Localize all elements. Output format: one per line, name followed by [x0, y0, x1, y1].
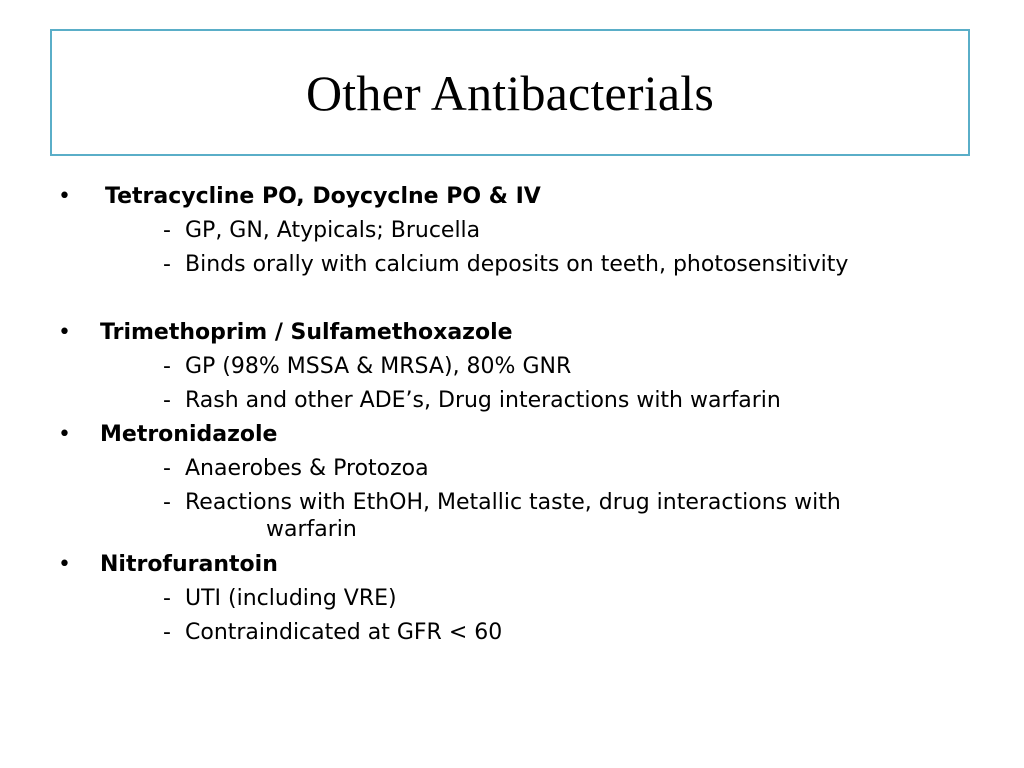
dash-icon: - — [163, 620, 171, 645]
sub-item-text: UTI (including VRE) — [185, 586, 397, 611]
dash-icon: - — [163, 354, 171, 379]
dash-icon: - — [163, 252, 171, 277]
sub-item-text: GP (98% MSSA & MRSA), 80% GNR — [185, 354, 572, 379]
sub-item — [163, 252, 848, 278]
dash-icon: - — [163, 490, 171, 515]
section-heading-tmp-smx: Trimethoprim / Sulfamethoxazole — [100, 320, 513, 345]
bullet-icon: • — [58, 422, 71, 447]
dash-icon: - — [163, 388, 171, 413]
sub-item-text: Reactions with EthOH, Metallic taste, drug interactions with — [185, 490, 841, 515]
dash-icon: - — [163, 218, 171, 243]
dash-icon: - — [163, 456, 171, 481]
sub-item — [163, 456, 429, 482]
sub-item — [163, 620, 502, 646]
sub-item — [163, 586, 397, 612]
section-heading-metronidazole: Metronidazole — [100, 422, 278, 447]
slide-title: Other Antibacterials — [305, 64, 715, 121]
sub-item-text: Anaerobes & Protozoa — [185, 456, 429, 481]
bullet-icon: • — [58, 320, 71, 345]
bullet-icon: • — [58, 184, 71, 209]
sub-item-text: Binds orally with calcium deposits on teeth, photosensitivity — [185, 252, 849, 277]
sub-item — [163, 490, 841, 516]
dash-icon: - — [163, 586, 171, 611]
sub-item-text: Rash and other ADE’s, Drug interactions with warfarin — [185, 388, 781, 413]
section-heading-tetracycline: Tetracycline PO, Doycyclne PO & IV — [105, 184, 541, 209]
sub-item-continuation: warfarin — [266, 517, 357, 542]
bullet-icon: • — [58, 552, 71, 577]
sub-item-text: Contraindicated at GFR < 60 — [185, 620, 503, 645]
sub-item-text: GP, GN, Atypicals; Brucella — [185, 218, 481, 243]
sub-item — [163, 354, 571, 380]
sub-item — [163, 218, 480, 244]
sub-item — [163, 388, 781, 414]
section-heading-nitrofurantoin: Nitrofurantoin — [100, 552, 278, 577]
